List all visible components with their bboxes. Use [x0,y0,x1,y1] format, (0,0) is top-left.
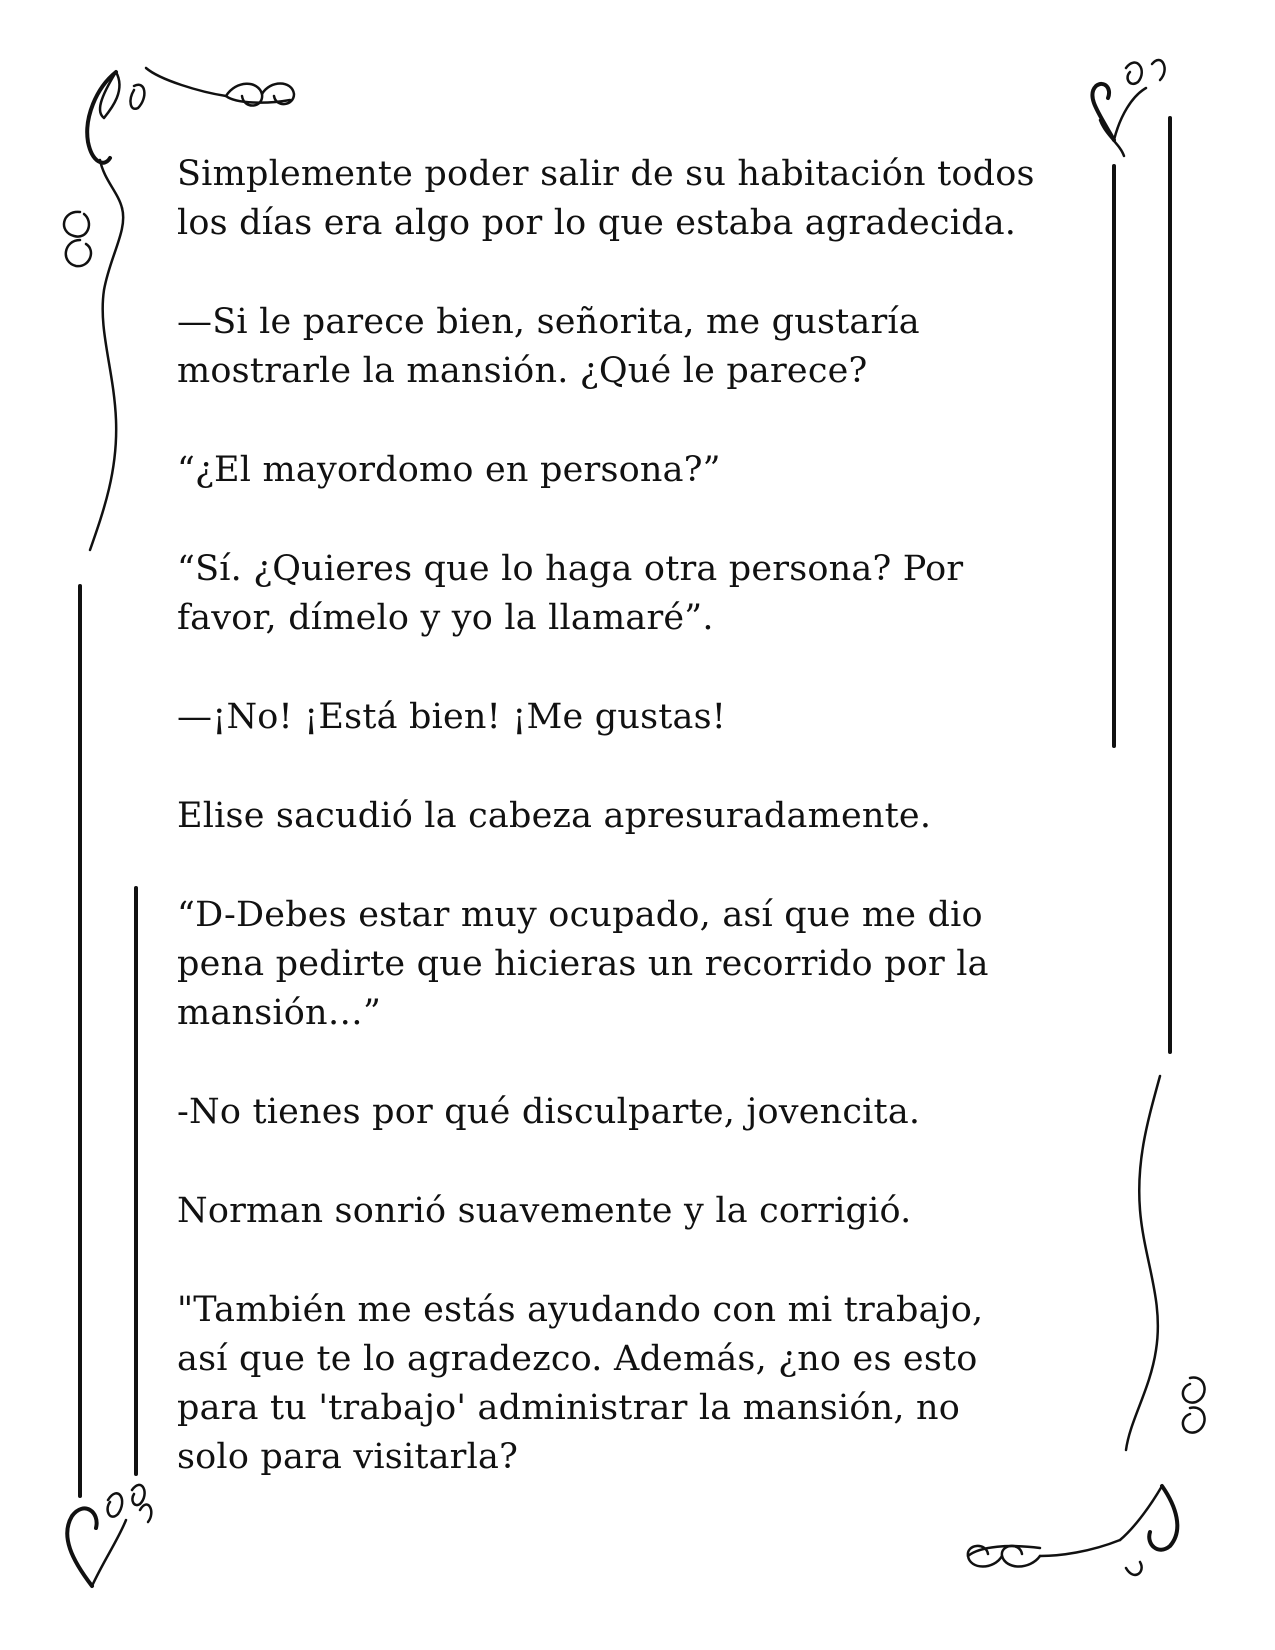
text-line: Simplemente poder salir de su habitación todos [177,154,1035,194]
paragraph [177,693,1107,742]
paragraph [177,891,1107,1038]
top-right-flourish [1092,60,1164,156]
text-line: “¿El mayordomo en persona?” [177,450,721,490]
text-line: mansión…” [177,993,382,1033]
text-line: Norman sonrió suavemente y la corrigió. [177,1191,912,1231]
text-line: —¡No! ¡Está bien! ¡Me gustas! [177,697,727,737]
paragraph [177,792,1107,841]
paragraph [177,446,1107,495]
paragraph [177,1088,1107,1137]
bottom-left-flourish [67,1485,151,1586]
paragraph [177,1187,1107,1236]
text-line: -No tienes por qué disculparte, jovencita. [177,1092,921,1132]
text-line: solo para visitarla? [177,1437,519,1477]
text-line: “Sí. ¿Quieres que lo haga otra persona? Por [177,549,964,589]
text-line: Elise sacudió la cabeza apresuradamente. [177,796,932,836]
text-line: mostrarle la mansión. ¿Qué le parece? [177,351,868,391]
text-line: "También me estás ayudando con mi trabajo, [177,1290,984,1330]
paragraph [177,298,1107,396]
paragraph [177,1286,1107,1482]
paragraph [177,150,1107,248]
text-line: para tu 'trabajo' administrar la mansión, no [177,1388,961,1428]
text-line: así que te lo agradezco. Además, ¿no es esto [177,1339,978,1379]
paragraph [177,545,1107,643]
text-line: —Si le parece bien, señorita, me gustaría [177,302,920,342]
text-line: “D-Debes estar muy ocupado, así que me dio [177,895,983,935]
text-line: pena pedirte que hicieras un recorrido por la [177,944,989,984]
text-line: favor, dímelo y yo la llamaré”. [177,598,714,638]
body-text [177,150,1107,1532]
text-line: los días era algo por lo que estaba agradecida. [177,203,1017,243]
